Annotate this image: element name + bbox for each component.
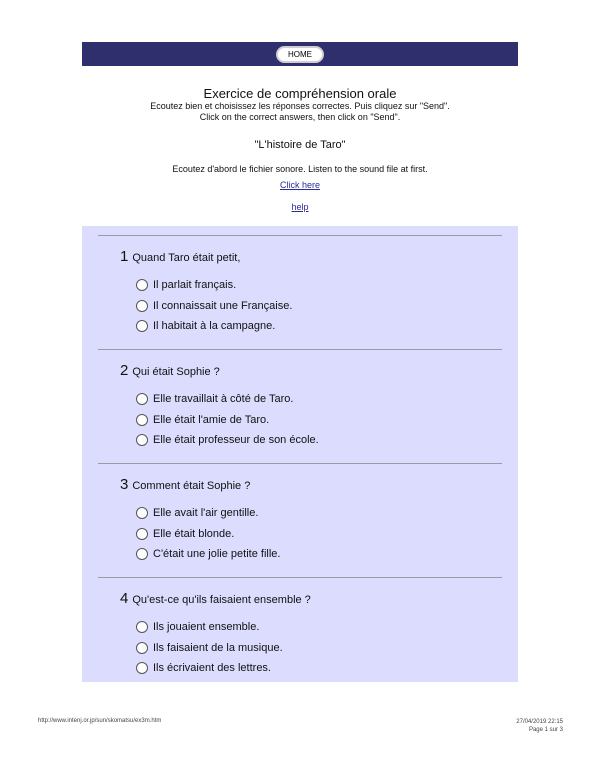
option-label: Elle avait l'air gentille. (153, 507, 259, 520)
question-number: 2 (120, 362, 129, 379)
option-label: Elle était l'amie de Taro. (153, 413, 270, 426)
top-nav-bar (82, 42, 518, 66)
radio-button[interactable] (136, 621, 148, 633)
click-here-link[interactable]: Click here (279, 180, 320, 190)
answer-option[interactable] (136, 410, 502, 431)
answer-option[interactable] (136, 316, 502, 337)
option-label: Ils jouaient ensemble. (153, 621, 260, 634)
option-label: Il habitait à la campagne. (153, 320, 276, 333)
answer-option[interactable] (136, 617, 502, 638)
question-block (98, 463, 502, 565)
radio-button[interactable] (136, 507, 148, 519)
answer-option[interactable] (136, 275, 502, 296)
home-button[interactable]: HOME (276, 46, 324, 63)
radio-button[interactable] (136, 548, 148, 560)
question-block (98, 349, 502, 451)
answer-option[interactable] (136, 544, 502, 565)
option-label: C'était une jolie petite fille. (153, 548, 281, 561)
answer-option[interactable] (136, 658, 502, 679)
footer-info (516, 718, 563, 734)
footer-datetime: 27/04/2019 22:15 (516, 719, 563, 725)
question-number: 3 (120, 476, 129, 493)
question-text: Qu'est-ce qu'ils faisaient ensemble ? (132, 594, 311, 606)
question-number: 4 (120, 590, 129, 607)
answer-option[interactable] (136, 638, 502, 659)
option-label: Il parlait français. (153, 279, 237, 292)
radio-button[interactable] (136, 434, 148, 446)
radio-button[interactable] (136, 279, 148, 291)
radio-button[interactable] (136, 528, 148, 540)
quiz-panel (82, 226, 518, 682)
radio-button[interactable] (136, 320, 148, 332)
option-label: Elle était blonde. (153, 527, 235, 540)
answer-option[interactable] (136, 503, 502, 524)
radio-button[interactable] (136, 662, 148, 674)
story-title: "L'histoire de Taro" (254, 139, 346, 151)
option-label: Elle était professeur de son école. (153, 434, 319, 447)
page-title: Exercice de compréhension orale (203, 86, 397, 101)
radio-button[interactable] (136, 414, 148, 426)
answer-option[interactable] (136, 389, 502, 410)
question-block (98, 235, 502, 337)
answer-option[interactable] (136, 296, 502, 317)
option-label: Il connaissait une Française. (153, 299, 293, 312)
answer-option[interactable] (136, 430, 502, 451)
footer-page-number: Page 1 sur 3 (528, 727, 563, 733)
answer-option[interactable] (136, 524, 502, 545)
footer-url: http://www.intenj.or.jp/sun/skomatsu/ex3m.htm (38, 718, 162, 724)
question-text: Quand Taro était petit, (132, 252, 241, 264)
radio-button[interactable] (136, 393, 148, 405)
option-label: Ils écrivaient des lettres. (153, 662, 271, 675)
radio-button[interactable] (136, 642, 148, 654)
option-label: Ils faisaient de la musique. (153, 641, 283, 654)
instruction-french: Ecoutez bien et choisissez les réponses correctes. Puis cliquez sur "Send". (150, 101, 450, 111)
sound-instruction: Ecoutez d'abord le fichier sonore. Listen to the sound file at first. (172, 164, 428, 174)
page-header (82, 86, 518, 215)
help-link[interactable]: help (291, 202, 309, 212)
question-text: Comment était Sophie ? (132, 480, 251, 492)
instruction-english: Click on the correct answers, then click on "Send". (199, 112, 401, 122)
option-label: Elle travaillait à côté de Taro. (153, 393, 294, 406)
question-block (98, 577, 502, 679)
question-text: Qui était Sophie ? (132, 366, 220, 378)
question-number: 1 (120, 248, 129, 265)
radio-button[interactable] (136, 300, 148, 312)
